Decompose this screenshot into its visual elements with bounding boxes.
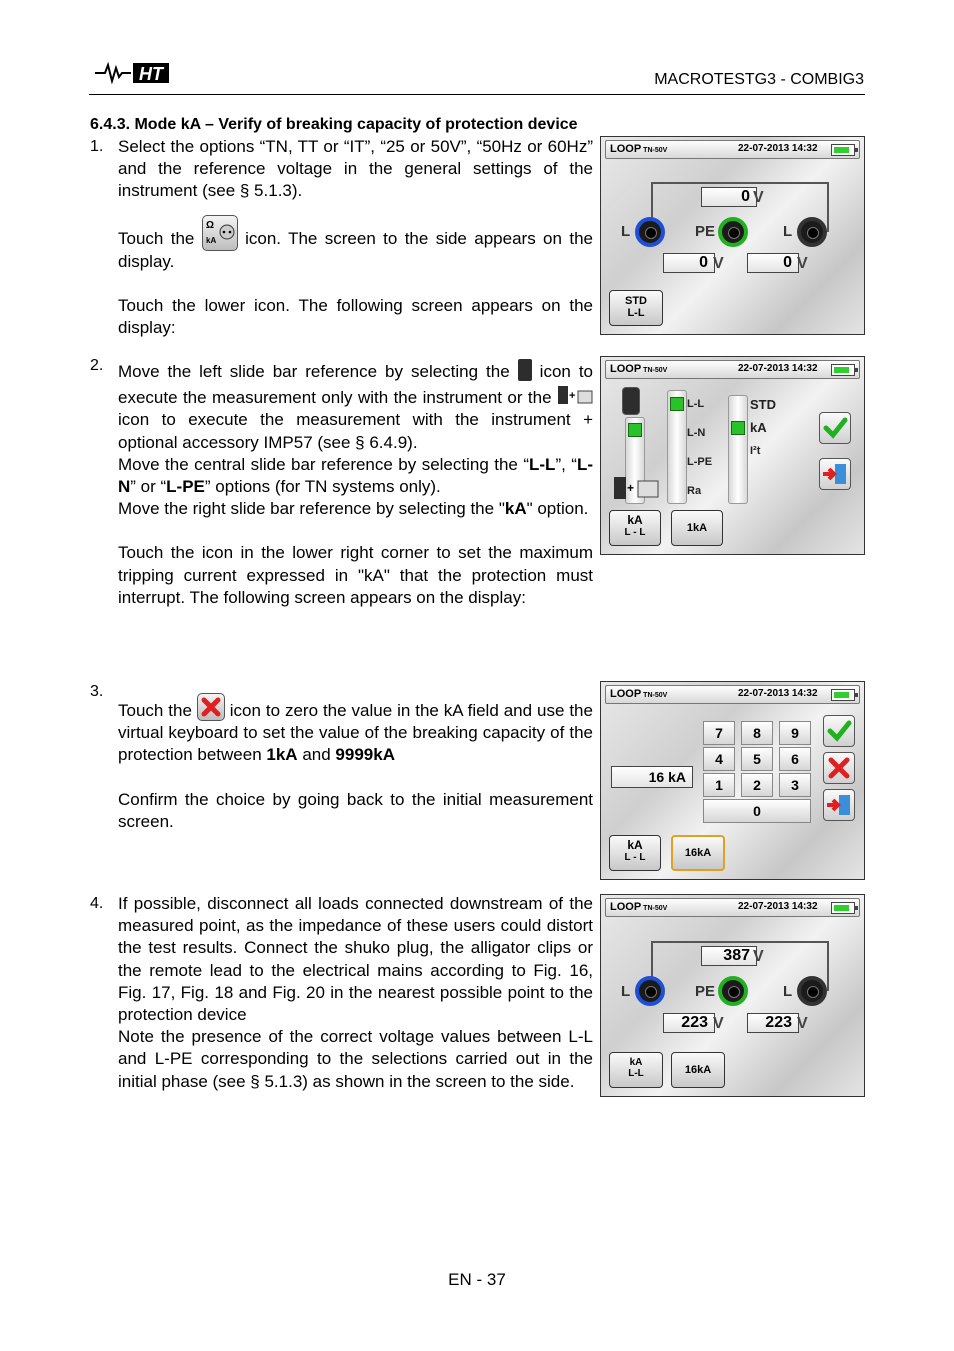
key-2[interactable]: 2 bbox=[741, 773, 773, 797]
option-ln[interactable]: L-N bbox=[687, 427, 706, 439]
header-divider bbox=[89, 94, 865, 95]
voltage-left-field: 0 bbox=[663, 253, 715, 273]
step-number: 1. bbox=[90, 138, 104, 155]
ka-ll-button[interactable] bbox=[609, 510, 661, 546]
paragraph: If possible, disconnect all loads connected downstream of the measured point, as the impedance of these users could distort the test results. Connect the shuko plug, the alligator clips or the remote lead to the electrical mains according to Fig. 16, Fig. 17, Fig. 18 and Fig. 20 in the nearest possible point to the protection device bbox=[118, 894, 593, 1025]
text: icon to execute the measurement only with the instrument or the bbox=[118, 362, 594, 408]
paragraph bbox=[118, 359, 593, 454]
text: icon. The screen to the side appears on the display. bbox=[118, 228, 593, 271]
battery-icon bbox=[831, 144, 855, 156]
unit-label: V bbox=[713, 1015, 724, 1032]
voltage-right-field: 0 bbox=[747, 253, 799, 273]
option-i2t[interactable]: I²t bbox=[750, 445, 761, 457]
terminal-l2 bbox=[797, 976, 827, 1006]
option-std[interactable]: STD bbox=[750, 397, 776, 412]
section-title: 6.4.3. Mode kA – Verify of breaking capacity of protection device bbox=[90, 116, 578, 133]
text: L-N bbox=[118, 454, 593, 497]
ka-ll-button[interactable] bbox=[609, 1052, 663, 1088]
battery-icon bbox=[831, 364, 855, 376]
terminal-l2 bbox=[797, 217, 827, 247]
key-8[interactable]: 8 bbox=[741, 721, 773, 745]
clear-x-icon bbox=[197, 693, 225, 721]
terminal-pe bbox=[718, 217, 748, 247]
right-slide-bar[interactable] bbox=[728, 395, 748, 504]
unit-label: V bbox=[753, 948, 764, 965]
text: 9999kA bbox=[335, 745, 395, 765]
datetime: 22-07-2013 14:32 bbox=[738, 901, 818, 912]
button-label: L-L bbox=[627, 307, 645, 319]
text: L-PE bbox=[166, 477, 205, 497]
text: and bbox=[302, 745, 331, 765]
paragraph: Touch the icon in the lower right corner to set the maximum tripping current expressed in "kA" that the protection must interrupt. The following screen appears on the display: bbox=[118, 543, 593, 607]
text: icon to execute the measurement with the instrument + optional accessory IMP57 (see § 6.4.9). bbox=[118, 410, 593, 452]
key-0[interactable]: 0 bbox=[703, 799, 811, 823]
screen-voltage-initial bbox=[600, 136, 865, 335]
button-label: L - L bbox=[624, 852, 646, 863]
step-2-text bbox=[118, 359, 593, 609]
unit-label: V bbox=[753, 189, 764, 206]
unit-label: V bbox=[797, 1015, 808, 1032]
mode-label: LOOP bbox=[610, 901, 642, 913]
instrument-icon[interactable] bbox=[622, 387, 640, 415]
status-bar bbox=[605, 898, 860, 917]
step-number: 2. bbox=[90, 357, 104, 374]
system-label: TN-50V bbox=[643, 367, 668, 374]
system-label: TN-50V bbox=[643, 905, 668, 912]
paragraph: Confirm the choice by going back to the initial measurement screen. bbox=[118, 789, 593, 831]
status-bar bbox=[605, 360, 860, 379]
text: Move the left slide bar reference by selecting the bbox=[118, 362, 510, 381]
screen-keypad bbox=[600, 681, 865, 880]
terminal-label: PE bbox=[695, 983, 716, 1000]
text: 1kA bbox=[266, 745, 298, 765]
text: ” options (for TN systems only). bbox=[204, 477, 441, 497]
svg-text:+: + bbox=[569, 390, 576, 403]
key-5[interactable]: 5 bbox=[741, 747, 773, 771]
instrument-plus-accessory-icon[interactable] bbox=[613, 475, 661, 499]
paragraph: Note the presence of the correct voltage values between L-L and L-PE corresponding to the selections carried out in the initial phase (see § 5.1.3) as shown in the screen to the side. bbox=[118, 1027, 593, 1091]
voltage-lpe-field: 387 bbox=[701, 946, 757, 966]
step-3-text bbox=[118, 693, 593, 833]
paragraph: Select the options “TN, TT or “IT”, “25 or 50V”, “50Hz or 60Hz” and the reference voltage in the general settings of the instrument (see § 5.1.3). bbox=[118, 137, 593, 201]
key-9[interactable]: 9 bbox=[779, 721, 811, 745]
step-1-text bbox=[118, 136, 593, 339]
key-3[interactable]: 3 bbox=[779, 773, 811, 797]
ka-value-field[interactable]: 16 kA bbox=[611, 766, 693, 788]
option-ra[interactable]: Ra bbox=[687, 485, 702, 497]
status-bar bbox=[605, 140, 860, 159]
screen-mode-selection bbox=[600, 356, 865, 555]
text: icon to zero the value in the kA field and use the virtual keyboard to set the value of the breaking capacity of the protection between bbox=[118, 701, 593, 765]
text: ”, “ bbox=[555, 454, 577, 474]
terminal-label: L bbox=[621, 223, 631, 240]
exit-icon[interactable] bbox=[823, 789, 855, 821]
datetime: 22-07-2013 14:32 bbox=[738, 363, 818, 374]
terminal-l1 bbox=[635, 976, 665, 1006]
button-label: kA bbox=[629, 1057, 643, 1068]
mode-label: LOOP bbox=[610, 143, 642, 155]
instrument-plus-accessory-icon bbox=[557, 383, 593, 405]
ka-value-button[interactable]: 16kA bbox=[671, 1052, 725, 1088]
svg-text:kA: kA bbox=[205, 235, 216, 245]
confirm-check-icon[interactable] bbox=[823, 715, 855, 747]
paragraph bbox=[118, 693, 593, 767]
paragraph bbox=[118, 454, 593, 498]
unit-label: V bbox=[797, 255, 808, 272]
button-label: kA bbox=[627, 513, 643, 527]
screen-voltage-measured bbox=[600, 894, 865, 1097]
terminal-pe bbox=[718, 976, 748, 1006]
std-ll-button[interactable] bbox=[609, 290, 663, 326]
ht-logo bbox=[95, 62, 173, 84]
paragraph bbox=[118, 498, 593, 520]
paragraph bbox=[118, 215, 593, 273]
svg-text:+: + bbox=[627, 481, 635, 495]
text: Touch the bbox=[118, 228, 195, 248]
svg-text:Ω: Ω bbox=[205, 219, 214, 231]
key-6[interactable]: 6 bbox=[779, 747, 811, 771]
step-number: 4. bbox=[90, 895, 104, 912]
text: Move the right slide bar reference by selecting the " bbox=[118, 499, 505, 519]
step-number: 3. bbox=[90, 683, 104, 700]
battery-icon bbox=[831, 689, 855, 701]
text: kA bbox=[504, 499, 527, 519]
clear-x-icon[interactable] bbox=[823, 752, 855, 784]
mode-label: LOOP bbox=[610, 363, 642, 375]
text: L-L bbox=[529, 454, 556, 474]
option-ll[interactable]: L-L bbox=[687, 398, 705, 410]
datetime: 22-07-2013 14:32 bbox=[738, 143, 818, 154]
central-slider-knob[interactable] bbox=[670, 397, 684, 411]
voltage-right-field: 223 bbox=[747, 1013, 799, 1033]
ka-value-button[interactable]: 1kA bbox=[671, 510, 723, 546]
page-number: EN - 37 bbox=[448, 1270, 506, 1289]
terminal-label: L bbox=[621, 983, 631, 1000]
step-4-text bbox=[118, 893, 593, 1093]
right-slider-knob[interactable] bbox=[731, 421, 745, 435]
logo-text: HT bbox=[139, 64, 163, 84]
key-4[interactable]: 4 bbox=[703, 747, 735, 771]
terminal-label: L bbox=[783, 983, 793, 1000]
mode-label: LOOP bbox=[610, 688, 642, 700]
loop-socket-icon bbox=[202, 215, 238, 251]
system-label: TN-50V bbox=[643, 147, 668, 154]
option-lpe[interactable]: L-PE bbox=[687, 456, 713, 468]
option-ka[interactable]: kA bbox=[750, 420, 767, 435]
paragraph: Touch the lower icon. The following screen appears on the display: bbox=[118, 295, 593, 338]
left-slider-knob[interactable] bbox=[628, 423, 642, 437]
button-label: L - L bbox=[624, 527, 646, 538]
ka-ll-button[interactable] bbox=[609, 835, 661, 871]
text: Touch the bbox=[118, 701, 192, 720]
terminal-label: L bbox=[783, 223, 793, 240]
status-bar bbox=[605, 685, 860, 704]
text: ” or “ bbox=[130, 477, 167, 497]
exit-icon[interactable] bbox=[819, 458, 851, 490]
terminal-label: PE bbox=[695, 223, 716, 240]
button-label: L-L bbox=[628, 1068, 644, 1079]
text: " option. bbox=[526, 499, 589, 519]
battery-icon bbox=[831, 902, 855, 914]
text: Move the central slide bar reference by selecting the “ bbox=[118, 454, 529, 474]
key-1[interactable]: 1 bbox=[703, 773, 735, 797]
system-label: TN-50V bbox=[643, 692, 668, 699]
key-7[interactable]: 7 bbox=[703, 721, 735, 745]
unit-label: V bbox=[713, 255, 724, 272]
datetime: 22-07-2013 14:32 bbox=[738, 688, 818, 699]
button-label: kA bbox=[627, 838, 643, 852]
button-label: STD bbox=[625, 295, 647, 307]
voltage-lpe-field: 0 bbox=[701, 187, 757, 207]
instrument-icon bbox=[518, 359, 532, 381]
confirm-check-icon[interactable] bbox=[819, 412, 851, 444]
voltage-left-field: 223 bbox=[663, 1013, 715, 1033]
document-title: MACROTESTG3 - COMBIG3 bbox=[654, 71, 864, 88]
terminal-l1 bbox=[635, 217, 665, 247]
ka-value-button[interactable]: 16kA bbox=[671, 835, 725, 871]
